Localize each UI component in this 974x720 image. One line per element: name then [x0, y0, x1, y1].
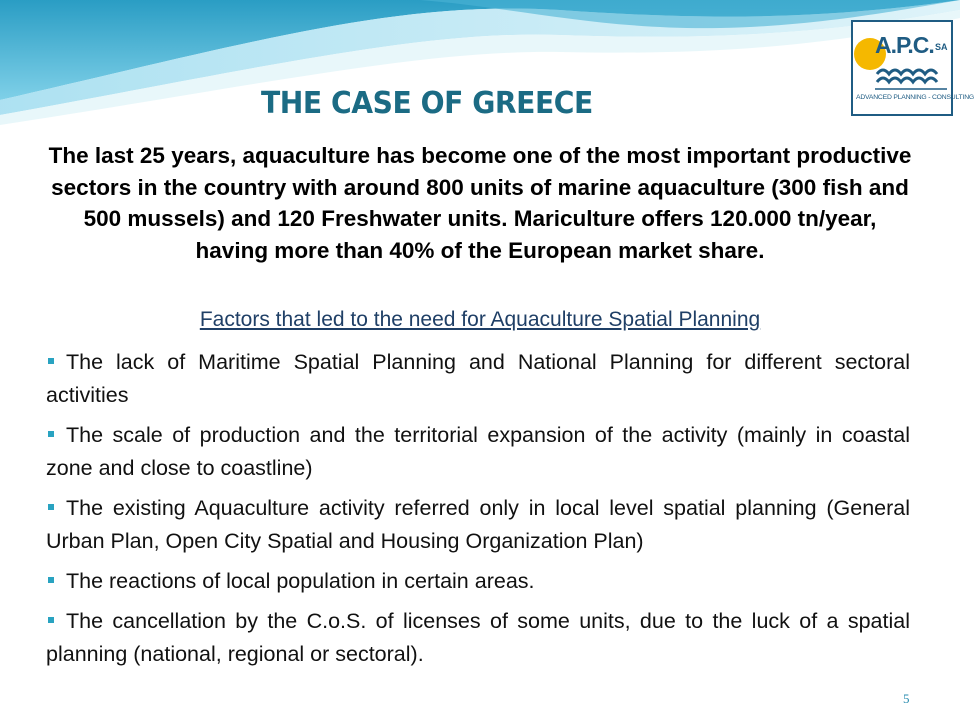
- page-number: 5: [903, 691, 910, 706]
- factors-heading: Factors that led to the need for Aquaculture Spatial Planning: [199, 308, 761, 331]
- bullet-item: [46, 605, 910, 671]
- square-bullet-icon: [48, 617, 54, 623]
- square-bullet-icon: [48, 358, 54, 364]
- slide-title: THE CASE OF GREECE: [261, 86, 593, 121]
- bullet-text: The scale of production and the territorial expansion of the activity (mainly in coastal zone and close to coastline): [46, 423, 910, 480]
- square-bullet-icon: [48, 504, 54, 510]
- square-bullet-icon: [48, 577, 54, 583]
- bullet-item: [46, 492, 910, 558]
- logo-mark: A.P.C.: [875, 32, 934, 58]
- bullet-text: The reactions of local population in certain areas.: [66, 569, 535, 593]
- company-logo: [851, 20, 974, 116]
- wave-icon: [877, 70, 937, 74]
- bullet-item: [46, 565, 910, 598]
- bullet-text: The existing Aquaculture activity referred only in local level spatial planning (General Urban Plan, Open City Spatial and Housing Organization Plan): [46, 496, 910, 553]
- logo-suffix: SA: [935, 42, 948, 52]
- bullet-text: The lack of Maritime Spatial Planning and National Planning for different sectoral activities: [46, 350, 910, 407]
- bullet-item: [46, 346, 910, 412]
- logo-subtitle: ADVANCED PLANNING - CONSULTING: [856, 94, 974, 101]
- intro-paragraph: The last 25 years, aquaculture has become one of the most important productive sectors in the country with around 800 units of marine aquaculture (300 fish and 500 mussels) and 120 Freshwater units. Mariculture offers 120.000 tn/year, having more than 40% of the European market share.: [48, 143, 912, 263]
- bullet-text: The cancellation by the C.o.S. of licenses of some units, due to the luck of a spatial planning (national, regional or sectoral).: [46, 609, 910, 666]
- bullet-item: [46, 419, 910, 485]
- square-bullet-icon: [48, 431, 54, 437]
- bullet-list: [46, 346, 910, 678]
